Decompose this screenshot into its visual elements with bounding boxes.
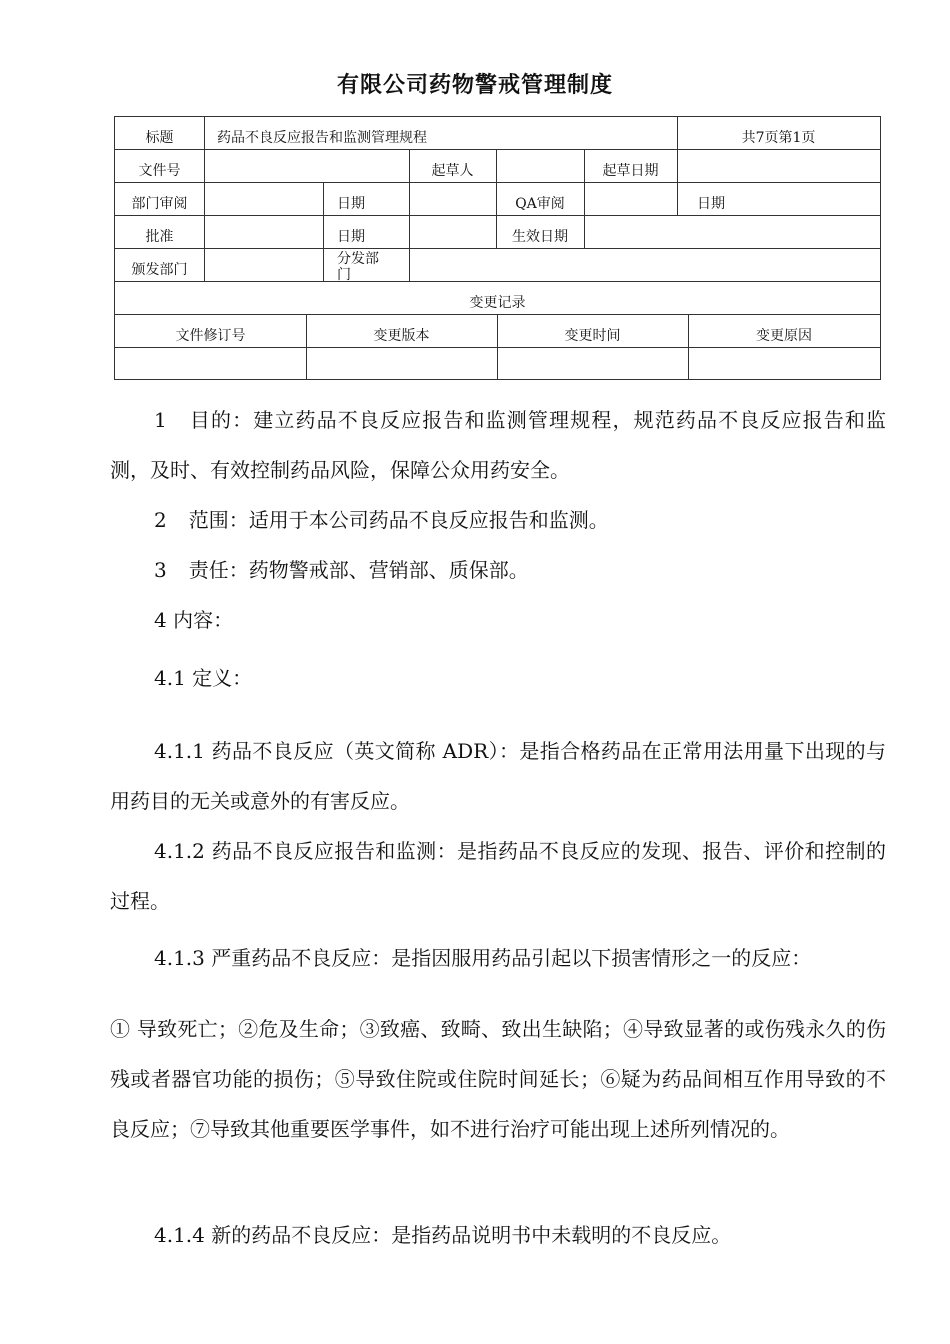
drafter-label: 起草人 bbox=[431, 163, 474, 179]
dept-review-label: 部门审阅 bbox=[131, 196, 188, 212]
approve-label: 批准 bbox=[145, 229, 174, 245]
date-label: 日期 bbox=[337, 196, 365, 212]
change-record-label: 变更记录 bbox=[469, 295, 526, 311]
qa-review-label: QA审阅 bbox=[515, 196, 565, 212]
definition-4-1-1 bbox=[110, 726, 886, 826]
section-purpose bbox=[110, 395, 886, 495]
draft-date-label: 起草日期 bbox=[602, 163, 659, 179]
section-responsibility bbox=[110, 545, 886, 595]
change-header-reason: 变更原因 bbox=[756, 328, 812, 344]
distribute-dept-label: 分发部门 bbox=[337, 251, 379, 281]
change-header-revision: 文件修订号 bbox=[175, 328, 246, 344]
definition-4-1-3 bbox=[110, 933, 886, 983]
section-number: 3 bbox=[154, 558, 167, 582]
paragraph-text: 4.1.2 药品不良反应报告和监测：是指药品不良反应的发现、报告、评价和控制的过程。 bbox=[110, 839, 886, 913]
definition-4-1-2 bbox=[110, 826, 886, 926]
document-header-table bbox=[114, 116, 881, 380]
title-value: 药品不良反应报告和监测管理规程 bbox=[217, 130, 427, 146]
paragraph-text: 4.1.4 新的药品不良反应：是指药品说明书中未载明的不良反应。 bbox=[154, 1223, 732, 1247]
issue-dept-label: 颁发部门 bbox=[131, 262, 188, 278]
page-count: 共7页第1页 bbox=[741, 130, 816, 146]
heading-text: 4.1 定义： bbox=[154, 666, 253, 690]
paragraph-text: ① 导致死亡；②危及生命；③致癌、致畸、致出生缺陷；④导致显著的或伤残永久的伤残或者器官功能的损伤；⑤导致住院或住院时间延长；⑥疑为药品间相互作用导致的不良反应；⑦导致其他重要医学事件，如不进行治疗可能出现上述所列情况的。 bbox=[110, 1017, 886, 1141]
section-content-heading bbox=[110, 595, 886, 645]
effective-date-label: 生效日期 bbox=[512, 229, 568, 245]
date-label: 日期 bbox=[697, 196, 725, 212]
section-text: 目的：建立药品不良反应报告和监测管理规程，规范药品不良反应报告和监测，及时、有效控制药品风险，保障公众用药安全。 bbox=[110, 408, 886, 482]
paragraph-text: 4.1.3 严重药品不良反应：是指因服用药品引起以下损害情形之一的反应： bbox=[154, 946, 812, 970]
definition-4-1-4 bbox=[110, 1210, 886, 1260]
section-text: 责任：药物警戒部、营销部、质保部。 bbox=[188, 558, 529, 582]
definition-heading bbox=[110, 653, 886, 703]
section-scope bbox=[110, 495, 886, 545]
change-header-version: 变更版本 bbox=[373, 328, 430, 344]
section-number: 2 bbox=[154, 508, 167, 532]
serious-adr-list bbox=[110, 1004, 886, 1154]
doc-number-label: 文件号 bbox=[138, 163, 181, 179]
section-text: 范围：适用于本公司药品不良反应报告和监测。 bbox=[188, 508, 609, 532]
date-label: 日期 bbox=[337, 229, 365, 245]
heading-text: 4 内容： bbox=[154, 608, 234, 632]
section-number: 1 bbox=[154, 408, 167, 432]
change-header-time: 变更时间 bbox=[564, 328, 621, 344]
paragraph-text: 4.1.1 药品不良反应（英文简称 ADR）：是指合格药品在正常用法用量下出现的与用药目的无关或意外的有害反应。 bbox=[110, 739, 886, 813]
document-title: 有限公司药物警戒管理制度 bbox=[336, 73, 613, 98]
title-label: 标题 bbox=[145, 130, 174, 146]
